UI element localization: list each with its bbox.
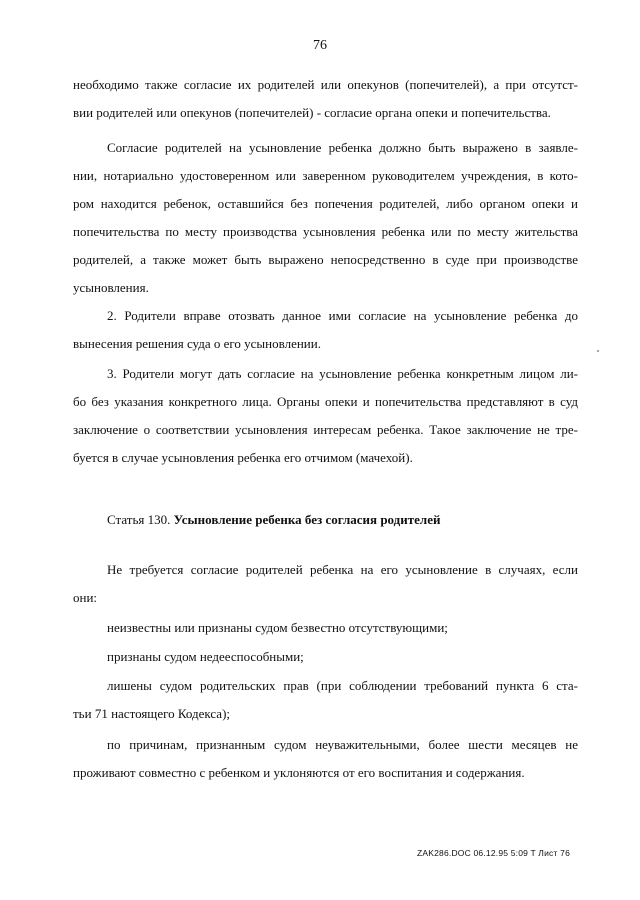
text-line: буется в случае усыновления ребенка его отчимом (мачехой). [73, 450, 413, 465]
text-line: бо без указания конкретного лица. Органы опеки и попечительства представляют в суд [73, 394, 578, 409]
paragraph-no-consent [73, 556, 578, 612]
paragraph-continuation [73, 71, 578, 127]
text-line: необходимо также согласие их родителей или опекунов (попечителей), а при отсутст- [73, 77, 578, 92]
text-line: Согласие родителей на усыновление ребенка должно быть выражено в заявле- [107, 140, 578, 155]
page-number: 76 [313, 38, 327, 53]
text-line: попечительства по месту производства усыновления ребенка или по месту жительства [73, 224, 578, 239]
document-footer: ZAK286.DOC 06.12.95 5:09 T Лист 76 [416, 848, 570, 858]
text-line: родителей, а также может быть выражено непосредственно в суде при производстве [73, 252, 578, 267]
article-heading [107, 506, 440, 534]
text-line: 2. Родители вправе отозвать данное ими согласие на усыновление ребенка до [107, 308, 578, 323]
text-line: вии родителей или опекунов (попечителей) - согласие органа опеки и попечительства. [73, 105, 551, 120]
list-item-unknown: неизвестны или признаны судом безвестно отсутствующими; [107, 620, 448, 635]
text-line: проживают совместно с ребенком и уклоняются от его воспитания и содержания. [73, 765, 525, 780]
text-line: ром находится ребенок, оставшийся без попечения родителей, либо органом опеки и [73, 196, 578, 211]
list-item-incapable: признаны судом недееспособными; [107, 649, 304, 664]
text-line: по причинам, признанным судом неуважительными, более шести месяцев не [107, 737, 578, 752]
text-line: нии, нотариально удостоверенном или заверенном руководителем учреждения, в кото- [73, 168, 578, 183]
text-line: Не требуется согласие родителей ребенка на его усыновление в случаях, если [107, 562, 578, 577]
text-line: вынесения решения суда о его усыновлении. [73, 336, 321, 351]
text-line: они: [73, 590, 98, 605]
paragraph-point-3 [73, 360, 578, 472]
paragraph-consent-form [73, 134, 578, 302]
article-title: Усыновление ребенка без согласия родителей [173, 512, 441, 527]
text-line: тьи 71 настоящего Кодекса); [73, 706, 231, 721]
paragraph-point-2 [73, 302, 578, 358]
text-line: лишены судом родительских прав (при соблюдении требований пункта 6 ста- [107, 678, 578, 693]
text-line: усыновления. [73, 280, 149, 295]
list-item-not-living [73, 731, 578, 787]
list-item-deprived-rights [73, 672, 578, 728]
text-line: заключение о соответствии усыновления интересам ребенка. Такое заключение не тре- [73, 422, 578, 437]
scan-speck [597, 350, 599, 352]
text-line: 3. Родители могут дать согласие на усыновление ребенка конкретным лицом ли- [107, 366, 578, 381]
article-number: Статья 130. [107, 512, 171, 527]
